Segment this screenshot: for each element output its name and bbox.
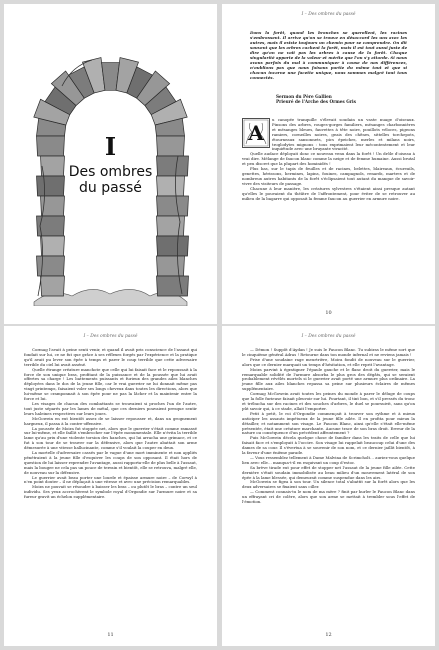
chapter-title-line-1: Des ombres bbox=[68, 164, 153, 180]
paragraph: Plus bas, sur le tapis de feuilles et de racines, belettes, blaireaux, écureuils, genettes, hérissons, hermines, lapins, fouines, campagnols, renards, martres et de nombreux autres habitants de la forêt s'éclipsaient tout autant du manque de savoir-vivre des visiteurs de passage. bbox=[242, 166, 415, 186]
running-head: I – Des ombres du passé bbox=[83, 334, 138, 339]
page-10 bbox=[222, 4, 435, 324]
arch-stone bbox=[37, 256, 65, 276]
paragraph: Moira parvint à égratigner l'épaule gauche et le flanc droit du guerrier, mais le remarquable solidité de l'armure absorba le plus gros des dégâts, qui se seraient probablement révélés mortels si le guerrier avait porté une armure plus ordinaire. La jeune fille aux ailes blanches repassa sa peine sur plusieurs éclaires de mêmes supplémentaire. bbox=[242, 366, 415, 392]
page-number: 11 bbox=[107, 632, 114, 638]
page-12-body bbox=[242, 348, 415, 505]
arch-stone bbox=[157, 256, 185, 276]
epigraph: Dans la forêt, quand les branches se querellent, les racines s'embrassent. Il arrive qu'on se trouve en désaccord les uns avec les autres, mais il existe toujours un chemin pour se comprendre. On dit souvent que les arbres cachent la forêt, mais il est tout aussi juste de dire qu'on ne voit pas les arbres à cause de la forêt. Chaque singularité apporte de la valeur et mérite que l'on s'y attarde. Si nous avons parfois du mal à communiquer à cause de nos différences, n'oublions pas que nous faisons partie du même tout et que si chacun incarne une facette unique, nous sommes malgré tout tous connectés. bbox=[250, 30, 407, 80]
running-head: I – Des ombres du passé bbox=[301, 334, 356, 339]
paragraph: Prise d'une soudaine rage meurtrière, Moira fondit de nouveau sur le guerrier, alors que ce dernier marquait un temps d'hésitation, et elle reprit l'avantage. bbox=[242, 356, 415, 367]
paragraph: Puis McGowein décela quelque chose de familier dans les traits de celle que lui faisait face et s'employait à l'occire. Son visage lui rappelait beaucoup celui d'une des dames de sa cour. Il s'évertua à se souvenir de son nom, et ce dernier jaillit bientôt, à la faveur d'une énième parade. bbox=[242, 435, 415, 456]
page-number: 12 bbox=[325, 632, 332, 638]
chapter-title bbox=[4, 164, 217, 196]
paragraph: — Comment connais-tu le nom de ma mère ? finit par hurler le Faucon Blanc dans un effrayant cri de colère, alors que son arme se mettait à trembler sous l'effet de l'émotion. bbox=[242, 489, 415, 505]
arch-stone bbox=[41, 236, 65, 256]
paragraph: Cormag l'avait à peine senti venir, et quand il avait pris conscience de l'assaut qui fondait sur lui, ce ne fut que grâce à ses réflexes forgés par l'expérience et la pratique qu'il avait pu lever son épée à temps et parer le coup terrible que cette adversaire terrible du ciel lui avait asséné. bbox=[24, 347, 197, 367]
chapter-title-line-2: du passé bbox=[79, 180, 142, 196]
page-11-body bbox=[24, 348, 197, 500]
arch-stone bbox=[157, 196, 189, 216]
paragraph: Quelle étrange créature manchote que celle qui lui faisait face et le repoussait à la force de son unique bras, profitant de la puissance et de la poussée que lui avait offertes sa charge ! Les battements puissants et furieux des grandes ailes blanches déployées dans le dos de la jeune fille, car le vrai guerrier ne lui donnait même pas vingt printemps, faisaient voler ses longs cheveux dans toutes les directions, alors que lui-même se cramponnait à son épée pour ne pas la lâcher et la maintenir entre la force et lui. bbox=[24, 366, 197, 402]
arch-stone bbox=[37, 216, 65, 236]
signature-line-2: Prieuré de l'Arche des Ormes Gris bbox=[276, 99, 356, 105]
paragraph: McGowein en eut bientôt assez de se laisser repousser et, dans un grognement hargneux, il passa à la contre-offensive. bbox=[24, 415, 197, 426]
epigraph-signature bbox=[276, 94, 356, 105]
paragraph: — Démon ! Suppôt d'Aydan ! Je suis le Faucon Blanc. Tu subiras le même sort que le cinquième général Adras ! Retourne dans ton monde infernal et ne reviens jamais ! bbox=[242, 347, 415, 357]
paragraph: La mortelle d'adversaire cassés par le vague d'une mort imminente et non appliés pénétraient à la jeune fille d'esquiver les coups de son opposant. Il était hors de question de lui laisser reprendre l'avantage, aussi rapporta-elle de plus belle à l'assaut, mais la bougee ne cela pas un pouce de terrain et bientôt, elle se retrouva, malgré elle, de nouveau sur la défensive. bbox=[24, 450, 197, 475]
page-12 bbox=[222, 326, 435, 646]
arch-stone bbox=[157, 216, 185, 236]
paragraph: Chacune à leur manière, les créatures sylvestres s'étaient ainsi presque autant qu'elles le pouvaient du théâtre de l'affrontement, pour éviter de se retrouver au milieu de la bagarre qui opposait la femme faucon au guerrier en armure noire. bbox=[242, 185, 415, 201]
paragraph: Quelle audace déployait donc ce nouveau venu dans la forêt ! Un drôle d'oiseau à vrai dire. Mélange de faucon blanc comme la neige et de femme humaine. Aussi brutal et peu discret que la plupart des hominidés ! bbox=[242, 151, 415, 167]
paragraph: McGowein se figea à son tour. Un silence total s'abattit sur la forêt alors que les deux adversaires se fixaient sans ciller. bbox=[242, 479, 415, 490]
signature-line-1: Sermon du Père Gallien bbox=[276, 94, 332, 99]
paragraph: Cormag McGowein avait toutes les peines du monde à parer le déluge de coups que la folle furieuse faisait pleuvoir sur lui. Pourtant, il tint bon, et s'il pressés du tronc et trébucha sur des racines et des souches d'arbres, le duel se poursuivit, sans qu'on pût savoir qui, à ce stade, allait l'emporter. bbox=[242, 391, 415, 411]
page-1-title bbox=[4, 4, 217, 324]
arch-stone bbox=[157, 236, 189, 256]
paragraph: Petit à petit, le roi d'Orgondie commençait à trouver son rythme et à mieux anticiper les assauts impétueux de la jeune fille ailée. Il en profita pour mieux la détailler, et notamment son visage. Le Faucon Blanc, ainsi qu'elle s'était elle-même présentée, était une créature marchante. Aucune trace de son bras droit. Erreur de la nature ou conséquence d'un précédent affrontement ? bbox=[242, 410, 415, 436]
chapter-number: I bbox=[104, 132, 117, 161]
paragraph: Les visages de chacun des combattants se trouvaient si proches l'un de l'autre, tout juste séparés par les lames de métal, que ces derniers pouvaient presque sentir leurs haleines respectives sur leurs joues. bbox=[24, 400, 197, 416]
paragraph: u canopée tranquille s'élevait soudain un vaste nuage d'oiseaux. Pinsons des arbres, rouges-gorges familiers, mésanges charbonnières et mésanges bleues, fauvettes à tête noire, pouillots véloces, pigeons ramiers, corneilles noires, geais des chênes, sittelles torchepots, étourneaux sansonnets, pics épeiches, merles et milans noirs, troglodytes mignons : tous exprimaient leur mécontentement et leur inquiétude avec une bruyante vivacité. bbox=[272, 117, 415, 152]
page-10-body bbox=[242, 118, 415, 201]
page-number: 10 bbox=[325, 310, 332, 316]
drop-cap-letter: A bbox=[248, 121, 264, 145]
paragraph: La poussée de Moira fut stoppée net, alors que le guerrier s'était comme ramassé sur lui-même, et elle faillit s'embrocher sur l'épée monumentale. Elle n'évita la terrible lame qu'au prix d'une violente torsion des hanches, qui lui arracha une grimace, et ce fut à son tour de se trouver sur la défensive, alors que l'autre abattait son arme démesurée à une vitesse hallucinante, comme s'il voulait la couper en deux. bbox=[24, 425, 197, 451]
page-11 bbox=[4, 326, 217, 646]
paragraph: Moira ne pouvait se résoudre à baisser les bras – ou plutôt le bras – contre un seul individu. Ses yeux accrochèrent le symbole royal d'Orgondie sur l'armure noire et sa fureur gravit un échelon supplémentaire. bbox=[24, 484, 197, 500]
paragraph: — Vous ressemblez tellement à Dame Malvina de Scrimcholt… auriez-vous quelque lien avec elle… manqua-t-il en esquivant un coup d'estoc. bbox=[242, 454, 415, 465]
paragraph: Sa brève tirade eut pour effet de stopper net l'assaut de la jeune fille ailée. Cette dernière s'était soudain immobilisée au beau milieu d'un mouvement latéral de son épée à la lame blessée, qui demeurait comme suspendue dans les airs. bbox=[242, 464, 415, 480]
arch-stone bbox=[157, 276, 189, 296]
paragraph: Le guerrier avait beau porter une lourde et épaisse armure noire – de Corwyl à n'en point douter – il ne déplaçait à une vitesse et avec une précision remarquables. bbox=[24, 474, 197, 485]
running-head: I – Des ombres du passé bbox=[301, 12, 356, 17]
arch-stone bbox=[41, 276, 65, 296]
